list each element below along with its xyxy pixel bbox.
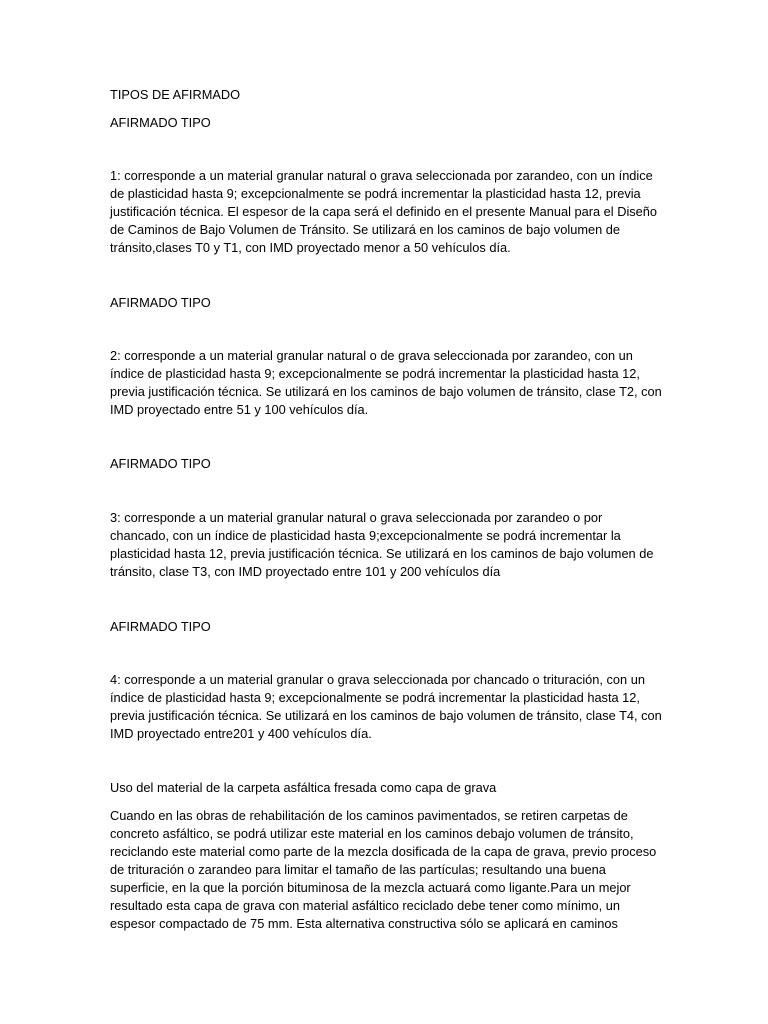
section-4-heading: AFIRMADO TIPO: [110, 619, 211, 634]
fresado-body: Cuando en las obras de rehabilitación de los caminos pavimentados, se retiren carpetas de concreto asfáltico, se podrá utilizar este material en los caminos debajo volumen de tránsito, reciclando este material como parte de la mezcla dosificada de la capa de grava, previo proceso de trituración o zarandeo para limitar el tamaño de las partículas; resultando una buena superficie, en la que la porción bituminosa de la mezcla actuará como ligante.Para un mejor resultado esta capa de grava con material asfáltico reciclado debe tener como mínimo, un espesor compactado de 75 mm. Esta alternativa constructiva sólo se aplicará en caminos: [110, 808, 657, 931]
section-3-heading: AFIRMADO TIPO: [110, 456, 211, 471]
section-2-body: 2: corresponde a un material granular natural o de grava seleccionada por zarandeo, con un índice de plasticidad hasta 9; excepcionalmente se podrá incrementar la plasticidad hasta 12, previa justificación técnica. Se utilizará en los caminos de bajo volumen de tránsito, clase T2, con IMD proyectado entre 51 y 100 vehículos día.: [110, 348, 662, 417]
document-title: TIPOS DE AFIRMADO: [110, 87, 241, 102]
section-2-heading: AFIRMADO TIPO: [110, 295, 211, 310]
section-1-heading: AFIRMADO TIPO: [110, 115, 211, 130]
section-1-body: 1: corresponde a un material granular natural o grava seleccionada por zarandeo, con un índice de plasticidad hasta 9; excepcionalmente se podrá incrementar la plasticidad hasta 12, previa justificación técnica. El espesor de la capa será el definido en el presente Manual para el Diseño de Caminos de Bajo Volumen de Tránsito. Se utilizará en los caminos de bajo volumen de tránsito,clases T0 y T1, con IMD proyectado menor a 50 vehículos día.: [110, 168, 658, 255]
section-3-body: 3: corresponde a un material granular natural o grava seleccionada por zarandeo o por chancado, con un índice de plasticidad hasta 9;excepcionalmente se podrá incrementar la plasticidad hasta 12, previa justificación técnica. Se utilizará en los caminos de bajo volumen de tránsito, clase T3, con IMD proyectado entre 101 y 200 vehículos día: [110, 510, 654, 579]
section-4-body: 4: corresponde a un material granular o grava seleccionada por chancado o trituración, con un índice de plasticidad hasta 9; excepcionalmente se podrá incrementar la plasticidad hasta 12, previa justificación técnica. Se utilizará en los caminos de bajo volumen de tránsito, clase T4, con IMD proyectado entre201 y 400 vehículos día.: [110, 672, 662, 741]
fresado-heading: Uso del material de la carpeta asfáltica fresada como capa de grava: [110, 780, 497, 795]
